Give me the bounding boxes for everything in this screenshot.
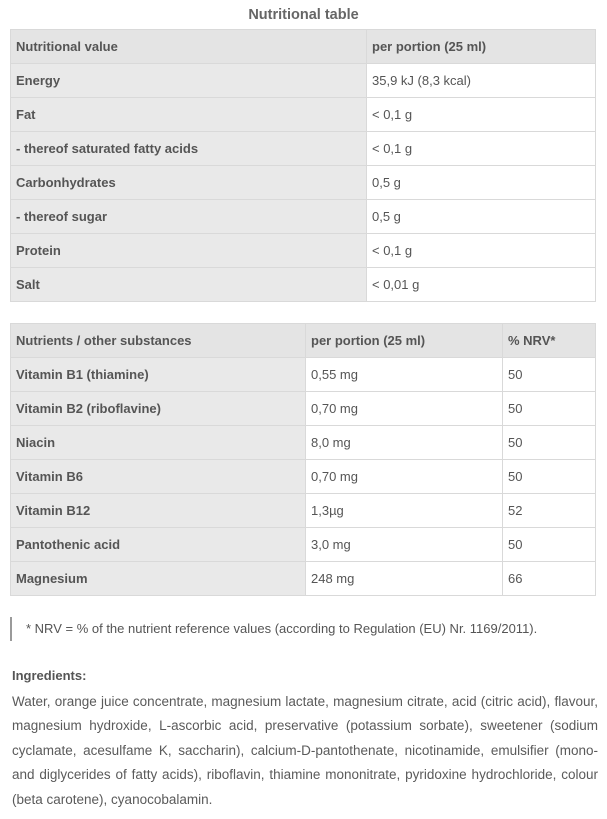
row-label: Vitamin B2 (riboflavine) bbox=[11, 392, 306, 426]
table-row bbox=[11, 562, 596, 596]
table-row bbox=[11, 358, 596, 392]
table-row bbox=[11, 460, 596, 494]
row-nrv: 50 bbox=[503, 392, 596, 426]
row-value: 0,70 mg bbox=[306, 392, 503, 426]
row-label: Vitamin B12 bbox=[11, 494, 306, 528]
row-nrv: 50 bbox=[503, 358, 596, 392]
row-label: - thereof sugar bbox=[11, 200, 367, 234]
row-value: 0,5 g bbox=[367, 200, 596, 234]
row-value: < 0,1 g bbox=[367, 98, 596, 132]
row-label: Magnesium bbox=[11, 562, 306, 596]
row-nrv: 50 bbox=[503, 426, 596, 460]
row-value: 248 mg bbox=[306, 562, 503, 596]
nutrients-table bbox=[10, 323, 596, 596]
table-row bbox=[11, 426, 596, 460]
table-row bbox=[11, 528, 596, 562]
column-header: Nutrients / other substances bbox=[11, 324, 306, 358]
row-label: Niacin bbox=[11, 426, 306, 460]
table-header-row bbox=[11, 30, 596, 64]
nrv-footnote: * NRV = % of the nutrient reference values (according to Regulation (EU) Nr. 1169/2011). bbox=[10, 617, 607, 641]
row-nrv: 66 bbox=[503, 562, 596, 596]
row-value: 3,0 mg bbox=[306, 528, 503, 562]
table-row bbox=[11, 234, 596, 268]
row-nrv: 50 bbox=[503, 528, 596, 562]
row-value: 0,70 mg bbox=[306, 460, 503, 494]
ingredients-text: Water, orange juice concentrate, magnesium lactate, magnesium citrate, acid (citric acid), flavour, magnesium hydroxide, L-ascorbic acid, preservative (potassium sorbate), sweetener (sodium cyclamate, acesulfame K, saccharin), calcium-D-pantothenate, nicotinamide, emulsifier (mono- and diglycerides of fatty acids), riboflavin, thiamine mononitrate, pyridoxine hydrochloride, colour (beta carotene), cyanocobalamin. bbox=[12, 694, 598, 807]
row-label: Carbonhydrates bbox=[11, 166, 367, 200]
column-header: per portion (25 ml) bbox=[306, 324, 503, 358]
row-label: Fat bbox=[11, 98, 367, 132]
row-label: Energy bbox=[11, 64, 367, 98]
row-label: Vitamin B6 bbox=[11, 460, 306, 494]
row-value: 0,5 g bbox=[367, 166, 596, 200]
nutritional-value-table bbox=[10, 29, 596, 302]
table-row bbox=[11, 98, 596, 132]
row-nrv: 50 bbox=[503, 460, 596, 494]
table-row bbox=[11, 392, 596, 426]
column-header: Nutritional value bbox=[11, 30, 367, 64]
row-label: Pantothenic acid bbox=[11, 528, 306, 562]
page-title: Nutritional table bbox=[248, 7, 359, 23]
row-nrv: 52 bbox=[503, 494, 596, 528]
table-row bbox=[11, 494, 596, 528]
row-value: 1,3µg bbox=[306, 494, 503, 528]
row-value: < 0,1 g bbox=[367, 132, 596, 166]
table-header-row bbox=[11, 324, 596, 358]
row-value: < 0,01 g bbox=[367, 268, 596, 302]
row-label: Vitamin B1 (thiamine) bbox=[11, 358, 306, 392]
table-row bbox=[11, 64, 596, 98]
row-label: Protein bbox=[11, 234, 367, 268]
ingredients-heading: Ingredients: bbox=[12, 668, 87, 683]
row-value: 8,0 mg bbox=[306, 426, 503, 460]
column-header: % NRV* bbox=[503, 324, 596, 358]
row-value: < 0,1 g bbox=[367, 234, 596, 268]
table-row bbox=[11, 268, 596, 302]
table-row bbox=[11, 132, 596, 166]
table-row bbox=[11, 200, 596, 234]
row-value: 0,55 mg bbox=[306, 358, 503, 392]
row-value: 35,9 kJ (8,3 kcal) bbox=[367, 64, 596, 98]
row-label: - thereof saturated fatty acids bbox=[11, 132, 367, 166]
table-row bbox=[11, 166, 596, 200]
column-header: per portion (25 ml) bbox=[367, 30, 596, 64]
row-label: Salt bbox=[11, 268, 367, 302]
